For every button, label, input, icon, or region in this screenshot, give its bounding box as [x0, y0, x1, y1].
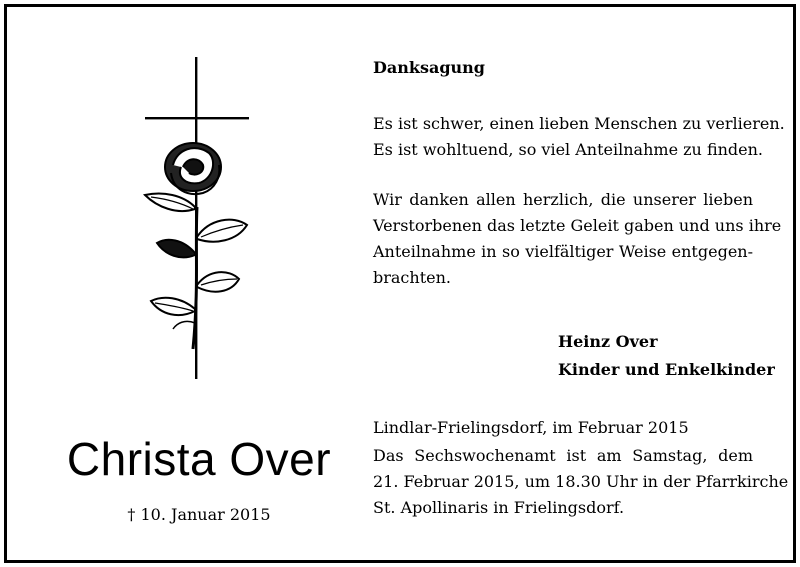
mass-paragraph: [373, 443, 789, 521]
signature-family: Kinder und Enkelkinder: [558, 360, 775, 379]
thanks-line: Verstorbenen das letzte Geleit gaben und uns ihre: [373, 216, 782, 235]
deceased-name: Christa Over: [66, 433, 332, 485]
signature-name: Heinz Over: [558, 332, 658, 351]
death-date: † 10. Januar 2015: [127, 505, 271, 524]
thanks-line: brachten.: [373, 268, 451, 287]
thanks-paragraph: [373, 187, 782, 291]
heading: Danksagung: [373, 58, 485, 77]
thanks-line: Wir danken allen herzlich, die unserer lieben: [373, 190, 753, 209]
obituary-card: [4, 4, 796, 563]
mass-line: 21. Februar 2015, um 18.30 Uhr in der Pfarrkirche: [373, 472, 789, 491]
thanks-line: Anteilnahme in so vielfältiger Weise entgegen-: [373, 242, 753, 261]
mass-line: Das Sechswochenamt ist am Samstag, dem: [373, 446, 753, 465]
cross-rose-emblem: [137, 57, 257, 387]
intro-line: Es ist schwer, einen lieben Menschen zu verlieren.: [373, 114, 785, 133]
intro-line: Es ist wohltuend, so viel Anteilnahme zu finden.: [373, 140, 764, 159]
place-date: Lindlar-Frielingsdorf, im Februar 2015: [373, 418, 689, 437]
rose-icon: [145, 143, 247, 349]
intro-paragraph: [373, 111, 785, 163]
mass-line: St. Apollinaris in Frielingsdorf.: [373, 498, 625, 517]
